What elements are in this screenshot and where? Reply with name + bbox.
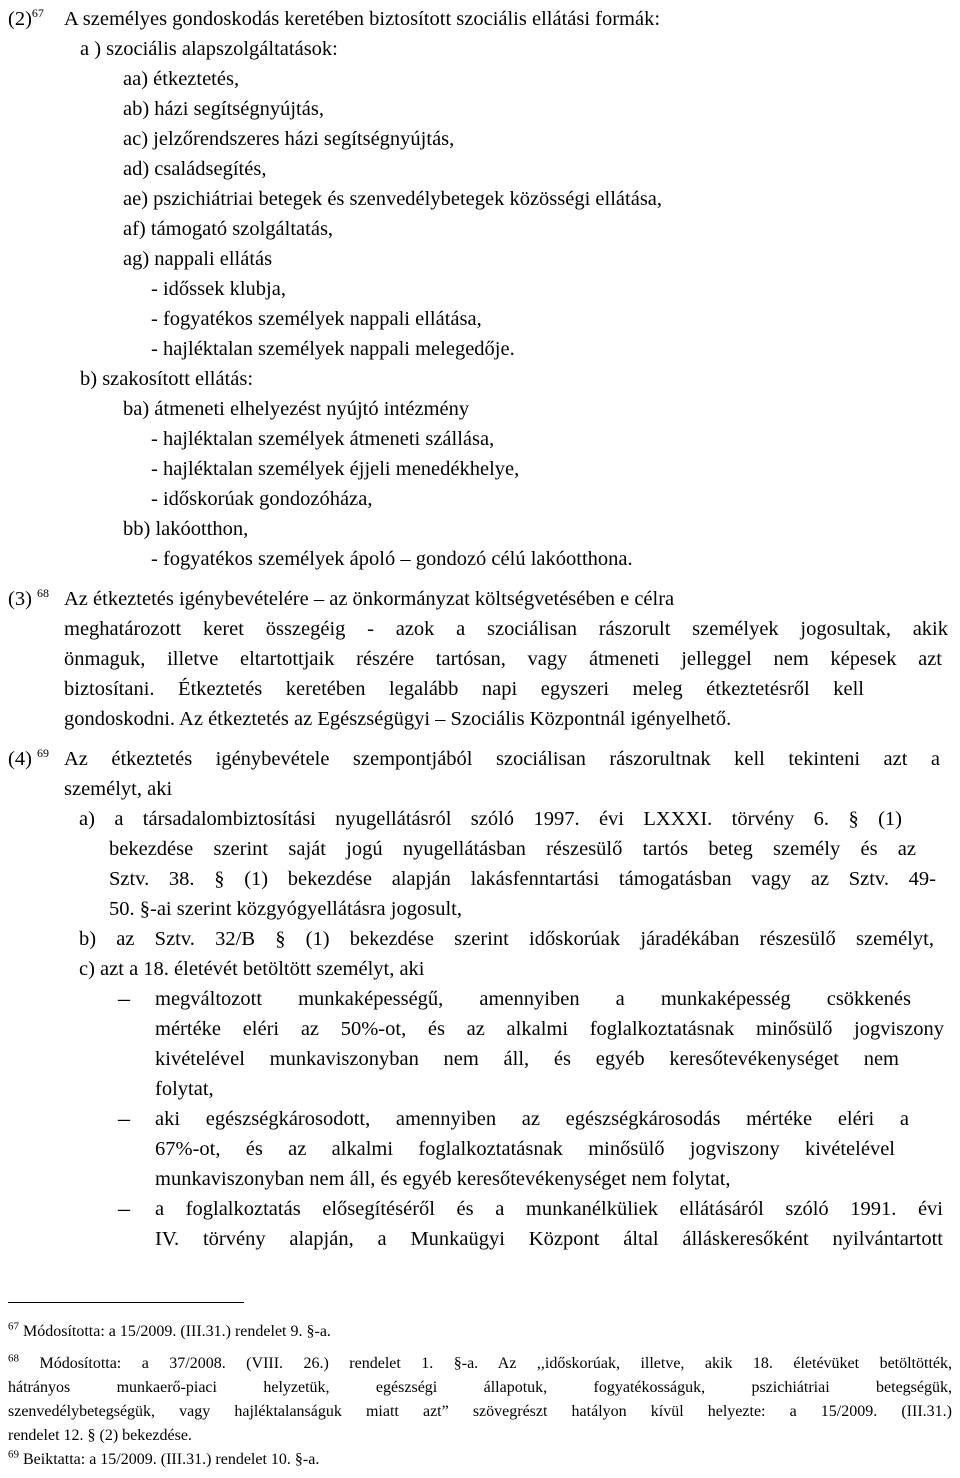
item-af: af) támogató szolgáltatás, — [123, 218, 334, 240]
footnote-68-line-2: hátrányos munkaerő-piaci helyzetük, egészségi állapotuk, fogyatékosságuk, pszichiátriai betegségük, — [8, 1379, 952, 1396]
ag-subitem-1: - időssek klubja, — [151, 278, 286, 300]
paragraph-3-line-5: gondoskodni. Az étkeztetés az Egészségügyi – Szociális Központnál igényelhető. — [64, 708, 732, 730]
ag-subitem-3: - hajléktalan személyek nappali melegedője. — [151, 338, 515, 360]
item-4a-line-1: a) a társadalombiztosítási nyugellátásról szóló 1997. évi LXXXI. törvény 6. § (1) — [79, 808, 902, 830]
ag-subitem-2: - fogyatékos személyek nappali ellátása, — [151, 308, 482, 330]
paragraph-4-number: (4) $^{69}$ — [8, 746, 50, 770]
paragraph-3-number: (3) $^{68}$ — [8, 586, 50, 610]
c-item-2-line-3: munkaviszonyban nem áll, és egyéb keresőtevékenységet nem folytat, — [155, 1168, 731, 1190]
item-ad: ad) családsegítés, — [123, 158, 267, 180]
footnote-69: $^{69}$ Beiktatta: a 15/2009. (III.31.) rendelet 10. §-a. — [8, 1448, 320, 1468]
footnote-68-line-4: rendelet 12. § (2) bekezdése. — [8, 1427, 192, 1444]
footnote-ref-68: 68 — [37, 586, 50, 601]
item-4a-line-3: Sztv. 38. § (1) bekezdése alapján lakásfenntartási támogatásban vagy az Sztv. 49- — [109, 868, 936, 890]
c-item-3-line-1: a foglalkoztatás elősegítéséről és a munkanélküliek ellátásáról szóló 1991. évi — [155, 1198, 943, 1220]
c-item-1-line-4: folytat, — [155, 1078, 214, 1100]
c-item-2-line-1: aki egészségkárosodott, amennyiben az egészségkárosodás mértéke eléri a — [155, 1108, 909, 1130]
footnote-67: $^{67}$ Módosította: a 15/2009. (III.31.) rendelet 9. §-a. — [8, 1320, 331, 1340]
item-aa: aa) étkeztetés, — [123, 68, 240, 90]
paragraph-4-line-2: személyt, aki — [64, 778, 173, 800]
item-a: a ) szociális alapszolgáltatások: — [80, 38, 338, 60]
footnote-ref-67: 67 — [31, 6, 44, 21]
dash-bullet-1: – — [118, 986, 130, 1012]
c-item-2-line-2: 67%-ot, és az alkalmi foglalkoztatásnak minősülő jogviszony kivételével — [155, 1138, 895, 1160]
item-b: b) szakosított ellátás: — [80, 368, 254, 390]
ba-subitem-2: - hajléktalan személyek éjjeli menedékhelye, — [151, 458, 520, 480]
dash-bullet-2: – — [118, 1106, 130, 1132]
paragraph-3-line-4: biztosítani. Étkeztetés keretében legalább napi egyszeri meleg étkeztetésről kell — [64, 678, 864, 700]
paragraph-2-intro: A személyes gondoskodás keretében biztosított szociális ellátási formák: — [64, 8, 661, 30]
ba-subitem-3: - időskorúak gondozóháza, — [151, 488, 373, 510]
paragraph-2-number: $(2)^{67}$ — [8, 6, 44, 30]
item-4b: b) az Sztv. 32/B § (1) bekezdése szerint időskorúak járadékában részesülő személyt, — [79, 928, 934, 950]
item-ba: ba) átmeneti elhelyezést nyújtó intézmény — [123, 398, 470, 420]
paragraph-4-line-1: Az étkeztetés igénybevétele szempontjából szociálisan rászorultnak kell tekinteni azt a — [64, 748, 940, 770]
item-4a-line-4: 50. §-ai szerint közgyógyellátásra jogosult, — [109, 898, 462, 920]
bb-subitem-1: - fogyatékos személyek ápoló – gondozó célú lakóotthona. — [151, 548, 633, 570]
item-ae: ae) pszichiátriai betegek és szenvedélybetegek közösségi ellátása, — [123, 188, 663, 210]
item-ag: ag) nappali ellátás — [123, 248, 273, 270]
footnote-separator — [8, 1302, 244, 1303]
footnote-68-line-1: $^{68}$ Módosította: a 37/2008. (VIII. 26.) rendelet 1. §-a. Az ,,időskorúak, illetve, akik 18. életévüket betöltötték, — [8, 1352, 952, 1372]
item-4c: c) azt a 18. életévét betöltött személyt, aki — [79, 958, 425, 980]
dash-bullet-3: – — [118, 1196, 130, 1222]
c-item-3-line-2: IV. törvény alapján, a Munkaügyi Központ által álláskeresőként nyilvántartott — [155, 1228, 943, 1250]
c-item-1-line-3: kivételével munkaviszonyban nem áll, és egyéb keresőtevékenységet nem — [155, 1048, 899, 1070]
ba-subitem-1: - hajléktalan személyek átmeneti szállása, — [151, 428, 495, 450]
item-ac: ac) jelzőrendszeres házi segítségnyújtás, — [123, 128, 455, 150]
item-bb: bb) lakóotthon, — [123, 518, 249, 540]
item-ab: ab) házi segítségnyújtás, — [123, 98, 324, 120]
paragraph-3-line-3: önmaguk, illetve eltartottjaik részére tartósan, vagy átmeneti jelleggel nem képesek azt — [64, 648, 942, 670]
item-4a-line-2: bekezdése szerint saját jogú nyugellátásban részesülő tartós beteg személy és az — [109, 838, 916, 860]
c-item-1-line-1: megváltozott munkaképességű, amennyiben a munkaképesség csökkenés — [155, 988, 911, 1010]
c-item-1-line-2: mértéke eléri az 50%-ot, és az alkalmi foglalkoztatásnak minősülő jogviszony — [155, 1018, 944, 1040]
paragraph-3-line-2: meghatározott keret összegéig - azok a szociálisan rászorult személyek jogosultak, akik — [64, 618, 948, 640]
footnote-ref-69: 69 — [37, 746, 50, 761]
footnote-68-line-3: szenvedélybetegségük, vagy hajléktalanságuk miatt azt” szövegrészt hatályon kívül helyezte: a 15/2009. (III.31.) — [8, 1403, 952, 1420]
paragraph-3-line-1: Az étkeztetés igénybevételére – az önkormányzat költségvetésében e célra — [64, 588, 675, 610]
